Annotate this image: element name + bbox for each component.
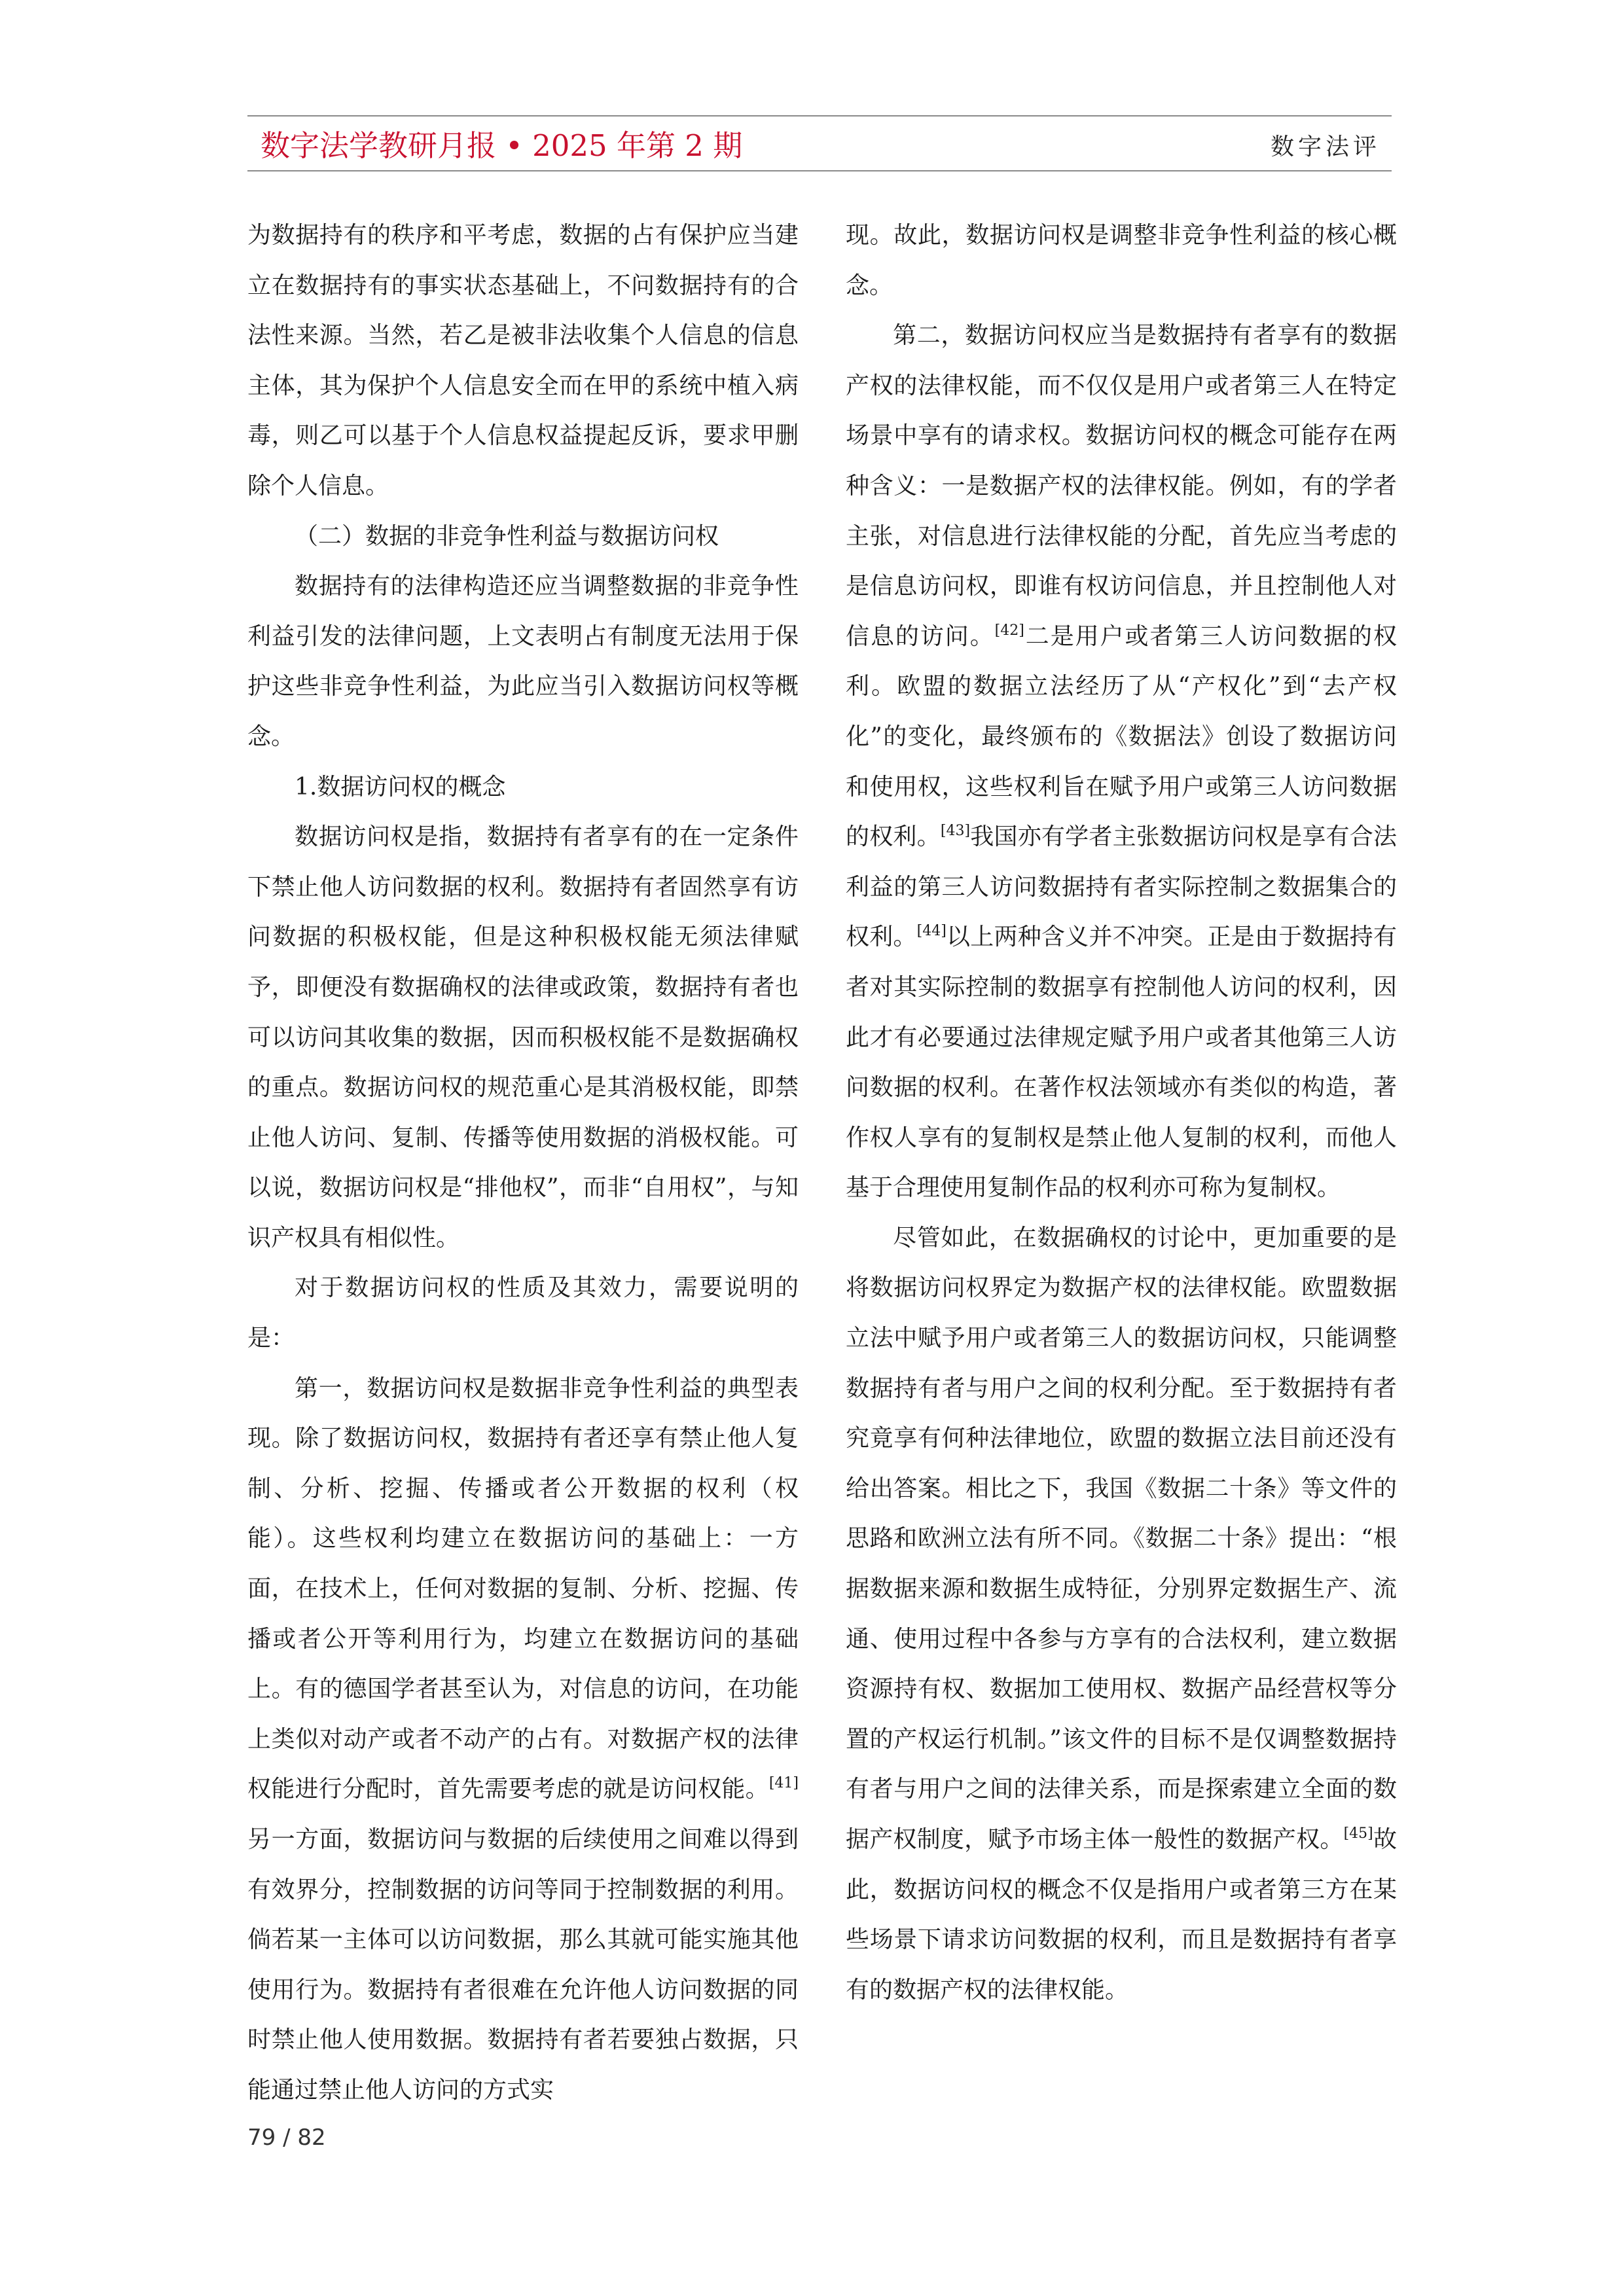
paragraph: 现。故此，数据访问权是调整非竞争性利益的核心概念。 — [846, 222, 1397, 299]
subsection-heading: 1.数据访问权的概念 — [295, 773, 506, 800]
paragraph-text: 另一方面，数据访问与数据的后续使用之间难以得到有效界分，控制数据的访问等同于控制数据的利用。倘若某一主体可以访问数据，那么其就可能实施其他使用行为。数据持有者很难在允许他人访问数据的同时禁止他人使用数据。数据持有者若要独占数据，只能通过禁止他人访问的方式实 — [247, 1826, 799, 2104]
header-rule-top — [247, 115, 1392, 117]
column-title: 数字法评 — [1270, 134, 1380, 160]
paragraph: 数据持有的法律构造还应当调整数据的非竞争性利益引发的法律问题，上文表明占有制度无法用于保护这些非竞争性利益，为此应当引入数据访问权等概念。 — [247, 573, 799, 750]
header-rule-bottom — [247, 170, 1392, 171]
paragraph-text: 第一，数据访问权是数据非竞争性利益的典型表现。除了数据访问权，数据持有者还享有禁止他人复制、分析、挖掘、传播或者公开数据的权利（权能）。这些权利均建立在数据访问的基础上：一方面，在技术上，任何对数据的复制、分析、挖掘、传播或者公开等利用行为，均建立在数据访问的基础上。有的德国学者甚至认为，对信息的访问，在功能上类似对动产或者不动产的占有。对数据产权的法律权能进行分配时，首先需要考虑的就是访问权能。 — [247, 1374, 799, 1803]
right-column — [846, 211, 1397, 2015]
footnote-ref-45[interactable]: [45] — [1343, 1825, 1373, 1842]
paragraph — [247, 1364, 799, 2116]
paragraph-text: 二是用户或者第三人访问数据的权利。欧盟的数据立法经历了从“产权化”到“去产权化”的变化，最终颁布的《数据法》创设了数据访问和使用权，这些权利旨在赋予用户或第三人访问数据的权利。 — [846, 622, 1397, 851]
paragraph-text: 我国亦有学者主张数据访问权是享有合法利益的第三人访问数据持有者实际控制之数据集合的权利。 — [846, 823, 1397, 951]
page-number: 79 / 82 — [247, 2125, 326, 2151]
paragraph-text: 故此，数据访问权的概念不仅是指用户或者第三方在某些场景下请求访问数据的权利，而且是数据持有者享有的数据产权的法律权能。 — [846, 1826, 1397, 2003]
paragraph: 对于数据访问权的性质及其效力，需要说明的是： — [247, 1274, 799, 1352]
paragraph-text: 以上两种含义并不冲突。正是由于数据持有者对其实际控制的数据享有控制他人访问的权利，因此才有必要通过法律规定赋予用户或者其他第三人访问数据的权利。在著作权法领域亦有类似的构造，著作权人享有的复制权是禁止他人复制的权利，而他人基于合理使用复制作品的权利亦可称为复制权。 — [846, 924, 1397, 1202]
journal-title: 数字法学教研月报 • 2025 年第 2 期 — [261, 128, 743, 163]
paragraph-text: 尽管如此，在数据确权的讨论中，更加重要的是将数据访问权界定为数据产权的法律权能。欧盟数据立法中赋予用户或者第三人的数据访问权，只能调整数据持有者与用户之间的权利分配。至于数据持有者究竟享有何种法律地位，欧盟的数据立法目前还没有给出答案。相比之下，我国《数据二十条》等文件的思路和欧洲立法有所不同。《数据二十条》提出：“根据数据来源和数据生成特征，分别界定数据生产、流通、使用过程中各参与方享有的合法权利，建立数据资源持有权、数据加工使用权、数据产品经营权等分置的产权运行机制。”该文件的目标不是仅调整数据持有者与用户之间的法律关系，而是探索建立全面的数据产权制度，赋予市场主体一般性的数据产权。 — [846, 1224, 1397, 1853]
paragraph — [846, 1213, 1397, 2016]
footnote-ref-41[interactable]: [41] — [768, 1775, 799, 1792]
paragraph — [846, 311, 1397, 1213]
footnote-ref-44[interactable]: [44] — [916, 923, 947, 940]
footnote-ref-42[interactable]: [42] — [994, 622, 1024, 639]
paragraph: 为数据持有的秩序和平考虑，数据的占有保护应当建立在数据持有的事实状态基础上，不问数据持有的合法性来源。当然，若乙是被非法收集个人信息的信息主体，其为保护个人信息安全而在甲的系统中植入病毒，则乙可以基于个人信息权益提起反诉，要求甲删除个人信息。 — [247, 222, 799, 499]
section-heading: （二）数据的非竞争性利益与数据访问权 — [295, 522, 719, 550]
footnote-ref-43[interactable]: [43] — [940, 823, 971, 840]
paragraph-text: 第二，数据访问权应当是数据持有者享有的数据产权的法律权能，而不仅仅是用户或者第三人在特定场景中享有的请求权。数据访问权的概念可能存在两种含义：一是数据产权的法律权能。例如，有的学者主张，对信息进行法律权能的分配，首先应当考虑的是信息访问权，即谁有权访问信息，并且控制他人对信息的访问。 — [846, 322, 1397, 650]
paragraph: 数据访问权是指，数据持有者享有的在一定条件下禁止他人访问数据的权利。数据持有者固然享有访问数据的积极权能，但是这种积极权能无须法律赋予，即便没有数据确权的法律或政策，数据持有者也可以访问其收集的数据，因而积极权能不是数据确权的重点。数据访问权的规范重心是其消极权能，即禁止他人访问、复制、传播等使用数据的消极权能。可以说，数据访问权是“排他权”，而非“自用权”，与知识产权具有相似性。 — [247, 823, 799, 1251]
left-column — [247, 211, 799, 2116]
